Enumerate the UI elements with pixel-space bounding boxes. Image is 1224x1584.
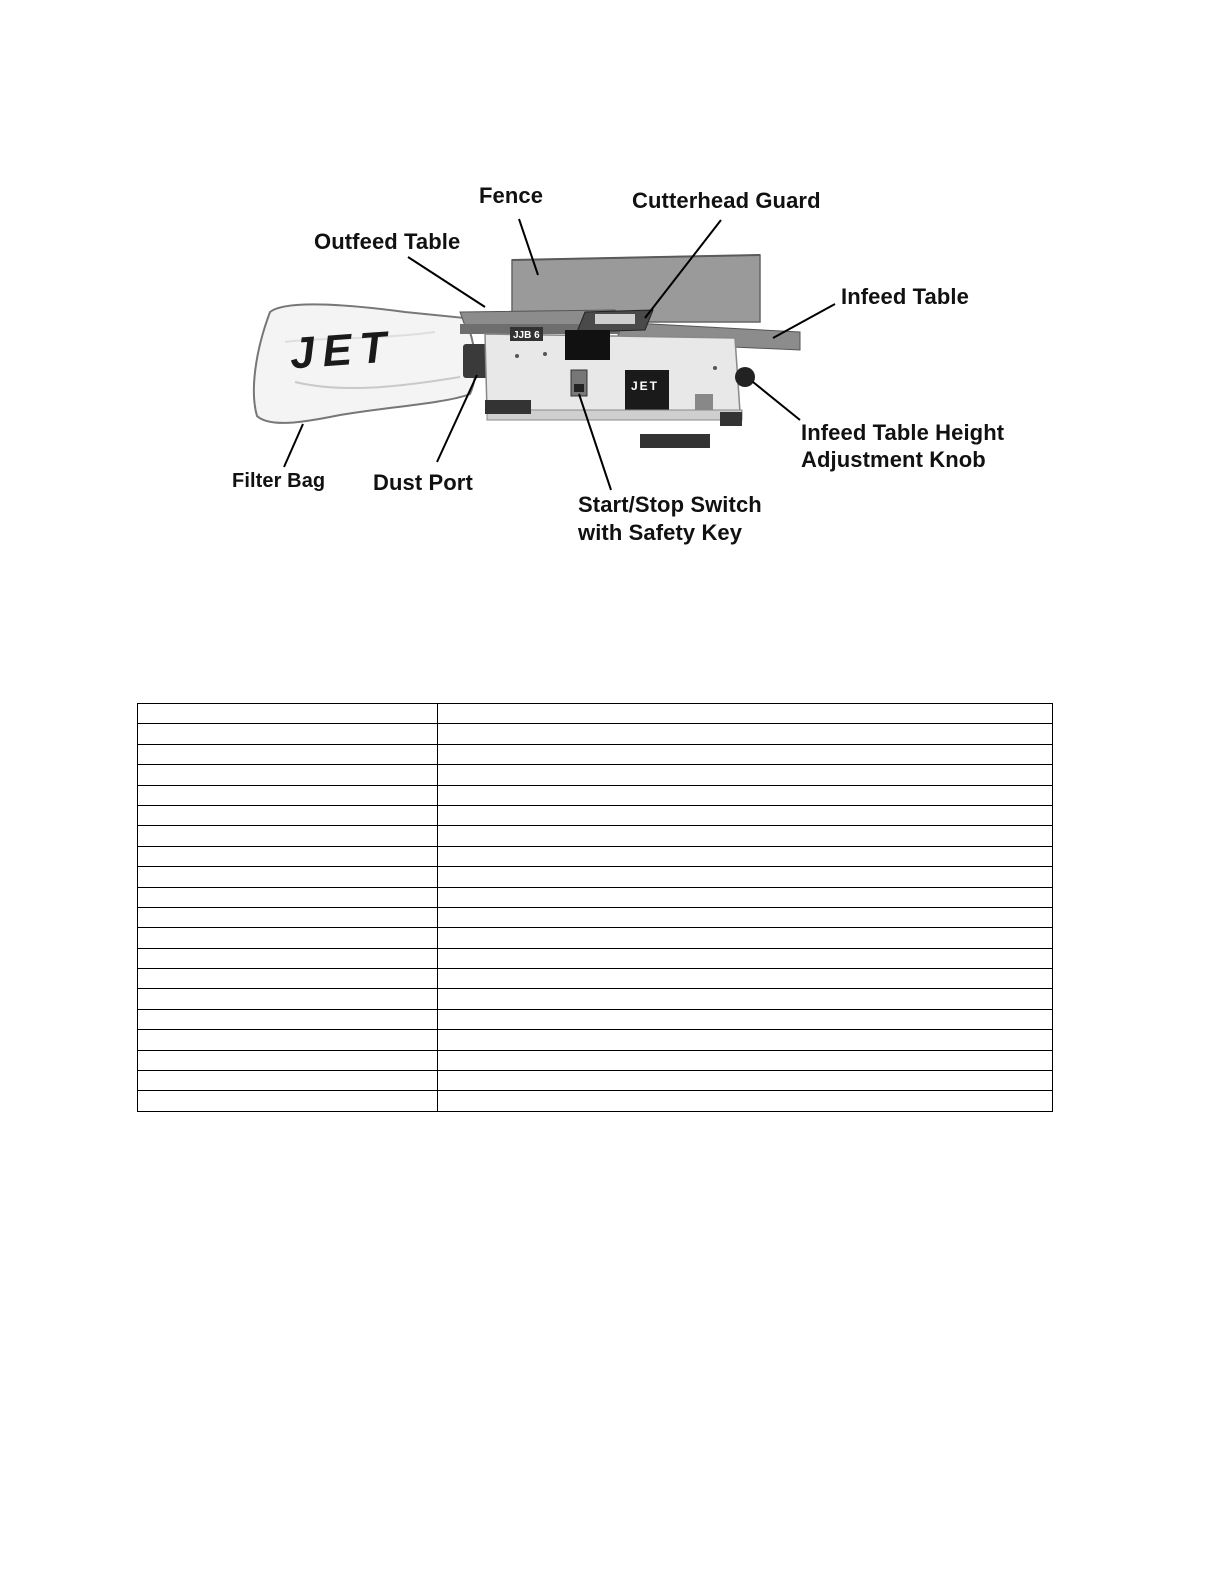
spec-label-cell [138,989,438,1009]
callout-start-stop-line1: Start/Stop Switch [578,492,762,517]
spec-value-cell [438,1030,1053,1050]
table-row [138,704,1053,724]
table-row [138,1091,1053,1111]
spec-value-cell [438,785,1053,805]
svg-text:JET: JET [631,379,660,393]
callout-filter-bag: Filter Bag [232,470,326,492]
spec-value-cell [438,1071,1053,1091]
table-row [138,928,1053,948]
spec-label-cell [138,744,438,764]
spec-label-cell [138,704,438,724]
spec-label-cell [138,846,438,866]
jointer-figure [175,172,1005,565]
spec-value-cell [438,724,1053,744]
bag-brand-logo: JET [288,322,397,379]
spec-label-cell [138,826,438,846]
table-row [138,887,1053,907]
table-row [138,867,1053,887]
spec-label-cell [138,948,438,968]
leader-height-knob [753,382,800,420]
table-row [138,785,1053,805]
spec-label-cell [138,1009,438,1029]
table-row [138,744,1053,764]
callout-start-stop-line2: with Safety Key [578,520,743,545]
table-row [138,765,1053,785]
spec-label-cell [138,724,438,744]
spec-value-cell [438,948,1053,968]
spec-value-cell [438,867,1053,887]
table-row [138,1050,1053,1070]
spec-label-cell [138,969,438,989]
callout-fence: Fence [479,183,544,208]
spec-value-cell [438,765,1053,785]
table-row [138,805,1053,825]
table-row [138,948,1053,968]
spec-label-cell [138,1030,438,1050]
spec-value-cell [438,846,1053,866]
table-row [138,826,1053,846]
spec-value-cell [438,826,1053,846]
table-row [138,969,1053,989]
spec-label-cell [138,907,438,927]
spec-label-cell [138,1050,438,1070]
spec-value-cell [438,887,1053,907]
spec-label-cell [138,785,438,805]
specifications-table [137,703,1053,1112]
start-stop-switch-shape [571,370,587,396]
spec-value-cell [438,907,1053,927]
spec-label-cell [138,765,438,785]
spec-value-cell [438,704,1053,724]
table-row [138,1071,1053,1091]
table-row [138,1030,1053,1050]
callout-infeed-height-knob-line1: Infeed Table Height [801,420,1005,445]
callout-infeed-table: Infeed Table [841,284,969,309]
spec-label-cell [138,1071,438,1091]
leader-infeed-table [773,304,835,338]
table-row [138,1009,1053,1029]
spec-label-cell [138,1091,438,1111]
spec-value-cell [438,805,1053,825]
table-row [138,989,1053,1009]
model-badge: JJB 6 [513,330,540,341]
spec-label-cell [138,867,438,887]
spec-value-cell [438,989,1053,1009]
callout-cutterhead-guard: Cutterhead Guard [632,188,821,213]
leader-filter-bag [284,424,303,467]
spec-value-cell [438,969,1053,989]
table-row [138,724,1053,744]
spec-label-cell [138,805,438,825]
callout-infeed-height-knob-line2: Adjustment Knob [801,447,986,472]
leader-outfeed-table [408,257,485,307]
spec-value-cell [438,744,1053,764]
table-row [138,907,1053,927]
spec-value-cell [438,1009,1053,1029]
spec-label-cell [138,887,438,907]
spec-label-cell [138,928,438,948]
callout-dust-port: Dust Port [373,470,473,495]
spec-value-cell [438,928,1053,948]
spec-value-cell [438,1050,1053,1070]
callout-outfeed-table: Outfeed Table [314,229,461,254]
specifications-table-body [138,704,1053,1112]
table-row [138,846,1053,866]
spec-value-cell [438,1091,1053,1111]
height-knob-shape [735,367,755,387]
